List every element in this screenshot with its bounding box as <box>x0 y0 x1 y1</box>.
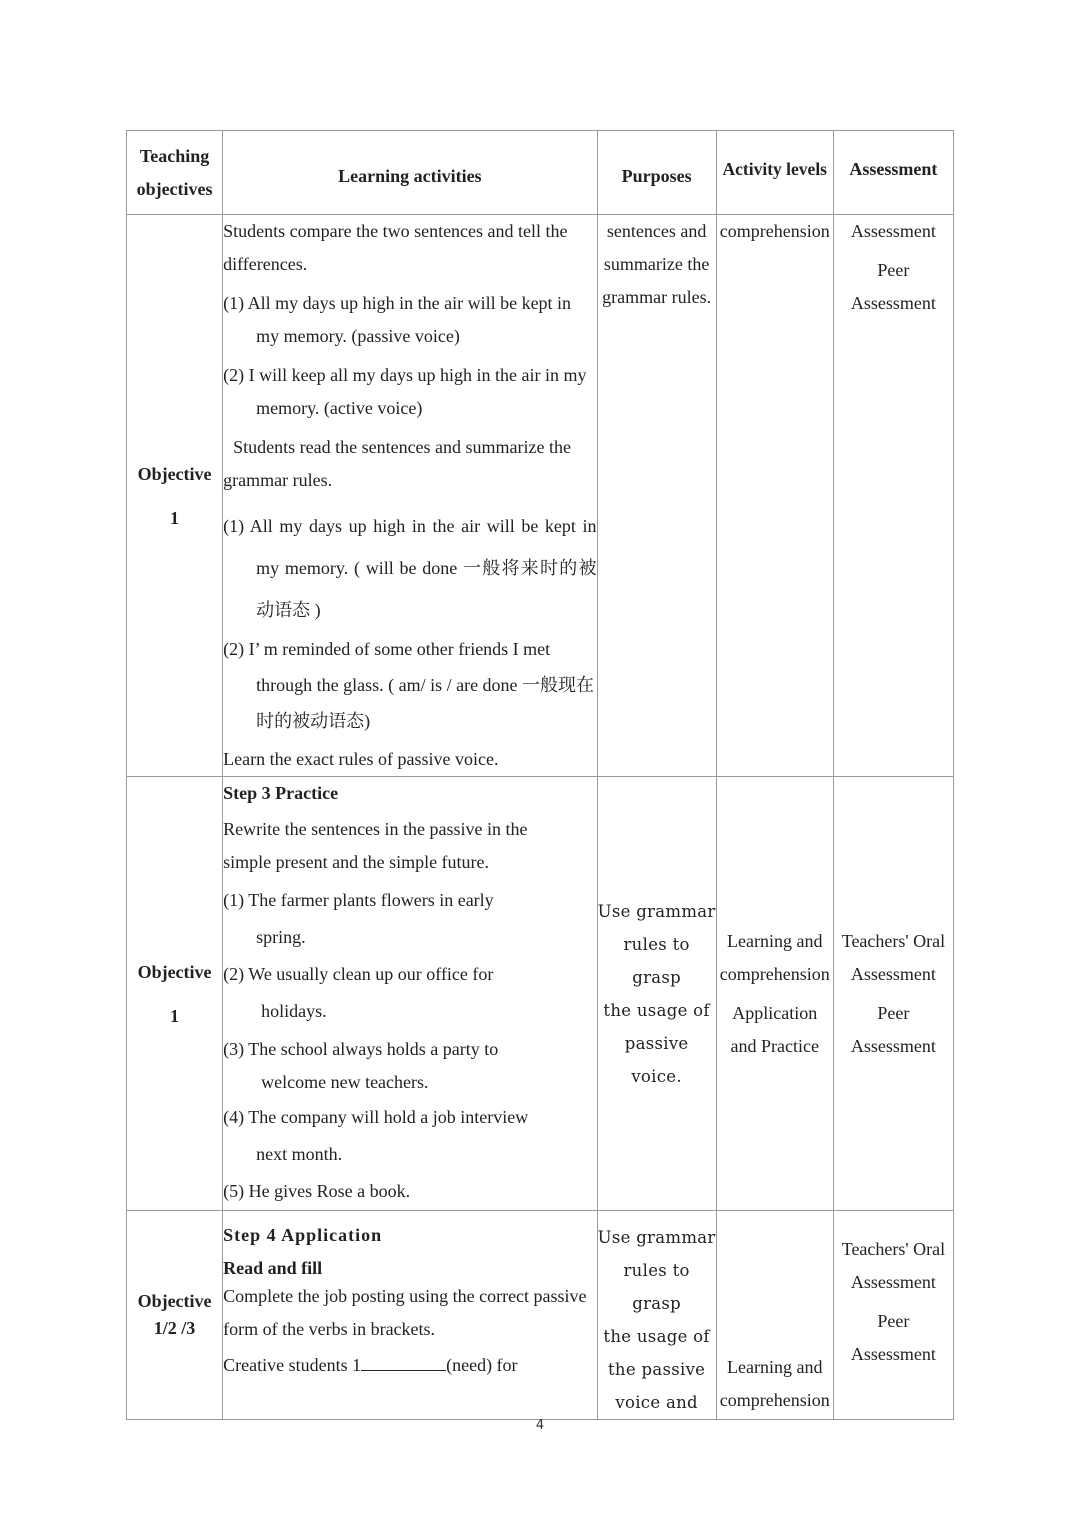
activities-cell <box>223 777 597 1211</box>
activity-summary: Students read the sentences and summarize the grammar rules. <box>223 437 571 490</box>
activities-cell <box>223 215 597 777</box>
step-heading: Step 4 Application <box>223 1225 383 1245</box>
header-assessment: Assessment <box>833 131 953 215</box>
step-heading: Step 3 Practice <box>223 783 339 803</box>
activity-item: (1) All my days up high in the air will be kept in my memory. ( will be done 一般将来时的被动语态 ) <box>223 516 597 620</box>
header-objectives: Teaching objectives <box>127 131 223 215</box>
activity-intro: Students compare the two sentences and tell the differences. <box>223 221 568 274</box>
activity-item: (2) I will keep all my days up high in the air in my memory. (active voice) <box>223 365 587 418</box>
header-purposes: Purposes <box>597 131 716 215</box>
activity-item: (2) I’ m reminded of some other friends I met through the glass. ( am/ is / are done 一般现在时的被动语态) <box>223 639 595 731</box>
activity-item: (3) The school always holds a party to welcome new teachers. <box>223 1039 499 1092</box>
activity-item: (2) We usually clean up our office for holidays. <box>223 964 494 1021</box>
activity-intro: Complete the job posting using the correct passive form of the verbs in brackets. <box>223 1286 587 1339</box>
activity-closing: Learn the exact rules of passive voice. <box>223 749 499 769</box>
activities-cell <box>223 1211 597 1420</box>
activity-intro: Rewrite the sentences in the passive in the simple present and the simple future. <box>223 819 528 872</box>
header-row <box>127 131 954 215</box>
fill-line: Creative students 1 (need) for <box>223 1355 518 1375</box>
objective-cell: Objective 1 <box>127 777 223 1211</box>
activity-item: (1) The farmer plants flowers in early spring. <box>223 890 494 947</box>
sub-heading: Read and fill <box>223 1258 323 1278</box>
header-levels: Activity levels <box>716 131 833 215</box>
levels-cell: Learning and comprehension <box>716 1211 833 1420</box>
levels-cell: Learning and comprehension Application and Practice <box>716 777 833 1211</box>
header-activities: Learning activities <box>223 131 597 215</box>
activity-item: (5) He gives Rose a book. <box>223 1181 411 1201</box>
table-row <box>127 1211 954 1420</box>
purposes-cell: sentences and summarize the grammar rules. <box>597 215 716 777</box>
activity-item: (4) The company will hold a job interview next month. <box>223 1107 529 1164</box>
assessment-cell: Assessment Peer Assessment <box>833 215 953 777</box>
objective-cell: Objective 1/2 /3 <box>127 1211 223 1420</box>
answer-blank[interactable] <box>361 1354 446 1371</box>
assessment-cell: Teachers' Oral Assessment Peer Assessment <box>833 1211 953 1420</box>
levels-cell: comprehension <box>716 215 833 777</box>
objective-cell: Objective 1 <box>127 215 223 777</box>
purposes-cell: Use grammar rules to grasp the usage of passive voice. <box>597 777 716 1211</box>
table-row <box>127 777 954 1211</box>
table-row <box>127 215 954 777</box>
assessment-cell: Teachers' Oral Assessment Peer Assessment <box>833 777 953 1211</box>
lesson-plan-table <box>126 130 954 1420</box>
page-number: 4 <box>535 1418 545 1433</box>
purposes-cell: Use grammar rules to grasp the usage of the passive voice and <box>597 1211 716 1420</box>
activity-item: (1) All my days up high in the air will be kept in my memory. (passive voice) <box>223 293 572 346</box>
